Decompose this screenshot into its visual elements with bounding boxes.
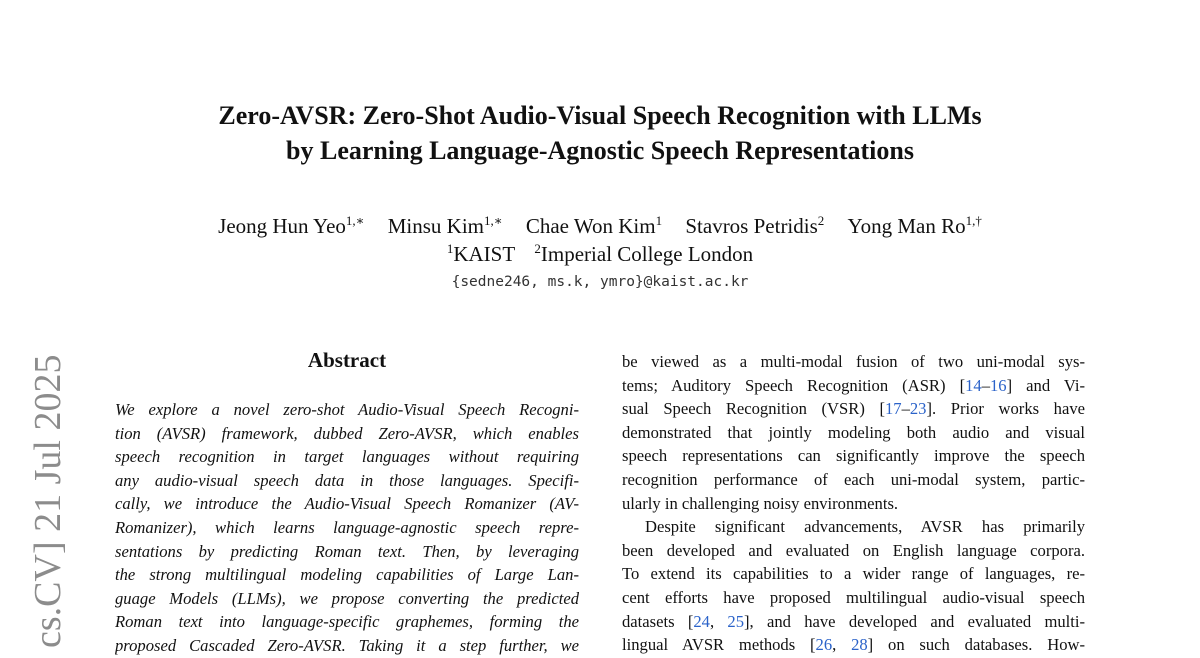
author-list xyxy=(0,212,1200,240)
affiliation-mark: 2 xyxy=(534,241,541,256)
body-line: demonstrated that jointly modeling both audio and visual xyxy=(622,422,1085,442)
author-email[interactable]: {sedne246, ms.k, ymro}@kaist.ac.kr xyxy=(451,274,749,290)
abstract-line: sentations by predicting Roman text. Then, by leveraging xyxy=(115,541,579,561)
body-line xyxy=(622,374,1085,398)
body-line: ularly in challenging noisy environments. xyxy=(622,493,899,513)
citation-link[interactable]: 24 xyxy=(693,611,710,631)
abstract-line: Romanizer), which learns language-agnostic speech repre- xyxy=(115,517,579,537)
abstract-line: tion (AVSR) framework, dubbed Zero-AVSR, which enables xyxy=(115,423,579,443)
citation-link[interactable]: 23 xyxy=(909,399,927,419)
abstract-line: any audio-visual speech data in those languages. Specifi- xyxy=(115,470,579,490)
text-run: lingual AVSR methods [ xyxy=(622,635,816,655)
author-mark: 1,† xyxy=(965,213,982,228)
abstract-line: guage Models (LLMs), we propose converting the predicted xyxy=(115,588,579,608)
title-line-2: by Learning Language-Agnostic Speech Representations xyxy=(286,136,914,165)
abstract-line: the strong multilingual modeling capabilities of Large Lan- xyxy=(115,565,579,585)
citation-link[interactable]: 26 xyxy=(815,635,833,655)
text-run: – xyxy=(981,375,990,395)
author-name: Chae Won Kim xyxy=(525,214,656,238)
abstract-line: cally, we introduce the Audio-Visual Speech Romanizer (AV- xyxy=(115,494,579,514)
arxiv-stamp: cs.CV] 21 Jul 2025 xyxy=(27,354,69,648)
affiliation-mark: 1 xyxy=(446,241,454,256)
text-run: tems; Auditory Speech Recognition (ASR) [ xyxy=(622,375,966,395)
text-run: ], and have developed and evaluated multi- xyxy=(744,611,1085,631)
text-run: ]. Prior works have xyxy=(926,399,1085,419)
abstract-line: speech recognition in target languages without requiring xyxy=(115,447,579,467)
body-line: Despite significant advancements, AVSR has primarily xyxy=(645,517,1085,537)
author-mark: 1,∗ xyxy=(484,213,503,228)
text-run: ] and Vi- xyxy=(1006,375,1085,395)
citation-link[interactable]: 25 xyxy=(727,611,744,631)
citation-link[interactable]: 16 xyxy=(989,375,1007,395)
affiliation-list xyxy=(0,240,1200,268)
author xyxy=(526,214,662,238)
author-name: Yong Man Ro xyxy=(847,214,966,238)
abstract-line: We explore a novel zero-shot Audio-Visual Speech Recogni- xyxy=(115,400,579,419)
citation-link[interactable]: 14 xyxy=(965,375,982,395)
author xyxy=(388,214,503,238)
author-name: Jeong Hun Yeo xyxy=(218,214,346,238)
text-run: ] on such databases. How- xyxy=(867,635,1085,655)
body-line: cent efforts have proposed multilingual audio-visual speech xyxy=(622,587,1085,607)
author-mark: 2 xyxy=(817,213,825,228)
author-name: Stavros Petridis xyxy=(685,214,818,238)
text-run: , xyxy=(832,635,852,655)
text-run: datasets [ xyxy=(622,611,694,631)
author xyxy=(218,214,364,238)
affiliation xyxy=(447,242,515,266)
introduction-column xyxy=(622,350,1085,657)
body-line: been developed and evaluated on English language corpora. xyxy=(622,540,1085,560)
body-line: recognition performance of each uni-modal system, partic- xyxy=(622,469,1085,489)
paper-title xyxy=(0,98,1200,168)
body-line xyxy=(622,633,1085,657)
body-line: speech representations can significantly improve the speech xyxy=(622,446,1085,466)
author-mark: 1 xyxy=(655,213,663,228)
body-line: To extend its capabilities to a wider range of languages, re- xyxy=(622,564,1085,584)
citation-link[interactable]: 17 xyxy=(884,399,902,419)
abstract-heading: Abstract xyxy=(307,348,387,372)
body-line xyxy=(622,397,1085,421)
author xyxy=(685,214,824,238)
author-name: Minsu Kim xyxy=(387,214,485,238)
text-run: – xyxy=(901,399,910,419)
affiliation-name: KAIST xyxy=(453,242,516,266)
text-run: , xyxy=(709,611,728,631)
body-line: be viewed as a multi-modal fusion of two uni-modal sys- xyxy=(622,352,1085,371)
affiliation-name: Imperial College London xyxy=(540,242,754,266)
author xyxy=(848,214,982,238)
abstract-line: proposed Cascaded Zero-AVSR. Taking it a step further, we xyxy=(115,635,579,655)
abstract-line: Roman text into language-specific graphemes, forming the xyxy=(115,612,579,632)
affiliation xyxy=(534,242,753,266)
body-line xyxy=(622,610,1085,634)
abstract-body xyxy=(115,398,579,658)
title-line-1: Zero-AVSR: Zero-Shot Audio-Visual Speech Recognition with LLMs xyxy=(218,101,982,130)
citation-link[interactable]: 28 xyxy=(851,635,868,655)
author-mark: 1,∗ xyxy=(345,213,365,228)
text-run: sual Speech Recognition (VSR) [ xyxy=(622,399,885,419)
